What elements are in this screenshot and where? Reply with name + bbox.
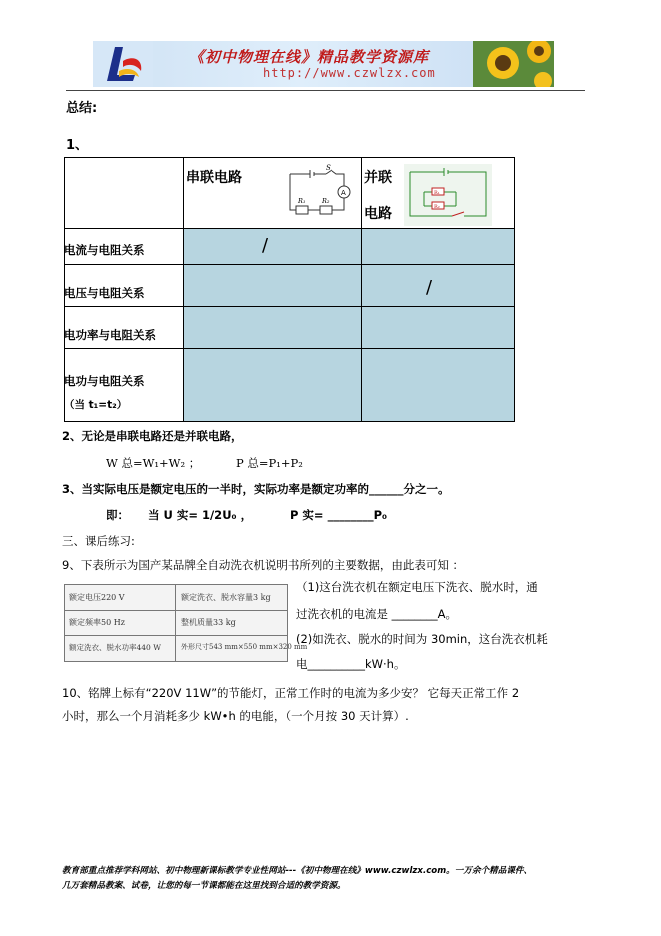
parallel-resistor1-label: R₁: [434, 190, 440, 196]
q9-part2-line2: 电__________kW·h。: [296, 657, 406, 671]
table-border: [514, 157, 515, 422]
item2-text: 2、无论是串联电路还是并联电路，: [62, 429, 243, 443]
item3-formula-p: P 实= ________P₀: [290, 508, 388, 522]
q9-part1-line1: （1)这台洗衣机在额定电压下洗衣、脱水时，通: [296, 580, 538, 594]
table-border: [64, 306, 515, 307]
washer-spec-table: [64, 584, 308, 662]
item3-formula-u: 当 U 实= 1/2U₀ ，: [148, 508, 253, 522]
row-label-current: 电流与电阻关系: [64, 243, 145, 257]
table-border: [64, 157, 515, 158]
table-border: [64, 264, 515, 265]
ammeter-label: A: [341, 189, 346, 197]
cell-parallel-voltage: [362, 265, 514, 306]
cell-parallel-work: [362, 349, 514, 421]
section3-heading: 三、课后练习:: [62, 534, 135, 548]
switch-label: S: [326, 164, 331, 172]
resistor1-label: R₁: [298, 197, 306, 205]
table-border: [183, 157, 184, 422]
banner-title: 《初中物理在线》精品教学资源库: [189, 48, 430, 66]
row-label-voltage: 电压与电阻关系: [64, 286, 145, 300]
spec-cell: 额定频率50 Hz: [69, 618, 125, 627]
item2-formula-p: P 总=P₁+P₂: [236, 456, 303, 470]
table-border: [361, 157, 362, 422]
header-banner: [93, 41, 554, 87]
header-parallel-line1: 并联: [364, 170, 392, 186]
q9-part2-line1: (2)如洗衣、脱水的时间为 30min，这台洗衣机耗: [296, 632, 548, 646]
parallel-circuit-diagram: [404, 164, 492, 226]
spec-cell: 额定电压220 V: [69, 593, 125, 602]
relation-table: [64, 157, 515, 422]
item1-number: 1、: [66, 138, 89, 153]
spec-cell: 额定洗衣、脱水功率440 W: [69, 643, 161, 652]
banner-url[interactable]: http://www.czwlzx.com: [263, 66, 436, 80]
slash-parallel-voltage: /: [426, 277, 433, 298]
item2-formula-w: W 总=W₁+W₂ ；: [106, 456, 201, 470]
summary-heading: 总结:: [66, 101, 98, 116]
footer-line1: 教育部重点推荐学科网站、初中物理新课标教学专业性网站---《初中物理在线》www.czwlzx.com。一万余个精品课件、: [62, 866, 533, 876]
item3-text: 3、当实际电压是额定电压的一半时，实际功率是额定功率的______分之一。: [62, 482, 450, 496]
parallel-resistor2-label: R₂: [434, 204, 440, 210]
header-parallel-line2: 电路: [364, 206, 392, 222]
spec-cell: 整机质量33 kg: [181, 618, 236, 627]
q9-intro: 9、下表所示为国产某品牌全自动洗衣机说明书所列的主要数据，由此表可知 ：: [62, 558, 464, 572]
spec-cell: 外形尺寸543 mm×550 mm×320 mm: [181, 643, 308, 651]
slash-series-current: /: [262, 235, 269, 256]
table-border: [64, 228, 515, 229]
q9-part1-line2: 过洗衣机的电流是 ________A。: [296, 607, 458, 621]
cell-series-current: [184, 229, 361, 264]
cell-parallel-current: [362, 229, 514, 264]
header-series: 串联电路: [186, 170, 242, 186]
resistor2-label: R₂: [322, 197, 330, 205]
cell-parallel-power: [362, 307, 514, 348]
cell-series-work: [184, 349, 361, 421]
spec-cell: 额定洗衣、脱水容量3 kg: [181, 593, 271, 602]
item3-formula-label: 即：: [106, 508, 129, 522]
table-border: [64, 421, 515, 422]
row-label-power: 电功率与电阻关系: [64, 328, 156, 342]
row-label-work-note: （当 t₁=t₂）: [64, 399, 128, 411]
q10-line1: 10、铭牌上标有“220V 11W”的节能灯，正常工作时的电流为多少安？ 它每天正常工作 2: [62, 686, 520, 700]
row-label-work: 电功与电阻关系: [64, 374, 145, 388]
header-divider: [66, 90, 585, 91]
series-circuit-diagram: [282, 162, 354, 216]
table-border: [64, 348, 515, 349]
cell-series-voltage: [184, 265, 361, 306]
q10-line2: 小时，那么一个月消耗多少 kW•h 的电能，（一个月按 30 天计算）.: [62, 709, 409, 723]
sunflower-icon: [473, 41, 554, 87]
footer-line2: 几万套精品教案、试卷，让您的每一节课都能在这里找到合适的教学资源。: [62, 881, 346, 891]
cell-series-power: [184, 307, 361, 348]
